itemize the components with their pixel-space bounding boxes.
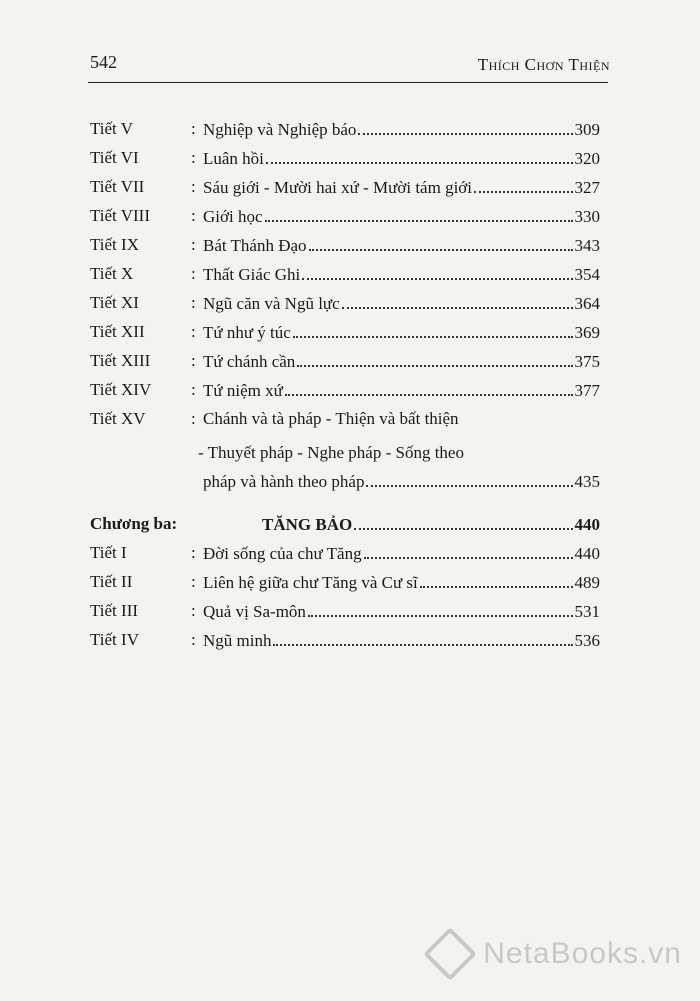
page-number: 542 bbox=[90, 52, 117, 72]
netabooks-logo-icon bbox=[423, 927, 477, 981]
dot-leader bbox=[266, 148, 573, 164]
toc-colon: : bbox=[191, 148, 196, 167]
watermark-text: NetaBooks.vn bbox=[483, 937, 682, 970]
toc-entry-page: 369 bbox=[574, 323, 600, 342]
chapter-page: 440 bbox=[574, 515, 600, 534]
toc-entry-label: Tiết IX bbox=[90, 235, 139, 254]
toc-entry-title-line3: pháp và hành theo pháp bbox=[203, 472, 365, 491]
toc-entry-title: Bát Thánh Đạo bbox=[203, 236, 307, 255]
toc-entry-page: 330 bbox=[574, 207, 600, 226]
dot-leader bbox=[302, 264, 572, 280]
toc-entry-title: Luân hồi bbox=[203, 149, 264, 168]
toc-colon: : bbox=[191, 206, 196, 225]
watermark bbox=[431, 935, 682, 973]
toc-entry-label: Tiết XII bbox=[90, 322, 145, 341]
toc-colon: : bbox=[191, 572, 196, 591]
toc-entry-label: Tiết II bbox=[90, 572, 133, 591]
toc-entry-title-line2: - Thuyết pháp - Nghe pháp - Sống theo bbox=[198, 443, 464, 462]
toc-entry-label: Tiết XV bbox=[90, 409, 146, 428]
toc-entry-label: Tiết I bbox=[90, 543, 127, 562]
chapter-heading bbox=[90, 514, 600, 543]
toc-entry-label: Tiết XI bbox=[90, 293, 139, 312]
toc-entry-title: Tứ chánh cần bbox=[203, 352, 296, 371]
toc-entry-label: Tiết IV bbox=[90, 630, 139, 649]
toc-entry bbox=[90, 601, 600, 630]
toc-entry-title-line1: Chánh và tà pháp - Thiện và bất thiện bbox=[203, 409, 459, 428]
dot-leader bbox=[293, 322, 573, 338]
toc-entry-page: 489 bbox=[574, 573, 600, 592]
dot-leader bbox=[420, 572, 573, 588]
toc-colon: : bbox=[191, 119, 196, 138]
dot-leader bbox=[364, 543, 573, 559]
dot-leader bbox=[265, 206, 573, 222]
dot-leader bbox=[474, 177, 572, 193]
toc-entry-title: Ngũ minh bbox=[203, 631, 272, 650]
toc-entry-title: Sáu giới - Mười hai xứ - Mười tám giới bbox=[203, 178, 473, 197]
toc-entry-title: Tứ niệm xứ bbox=[203, 381, 283, 400]
toc-entry bbox=[90, 543, 600, 572]
toc-entry-page: 435 bbox=[574, 472, 600, 491]
toc-entry bbox=[90, 293, 600, 322]
dot-leader bbox=[285, 380, 573, 396]
running-head: Thích Chơn Thiện bbox=[477, 55, 610, 74]
toc-entry bbox=[90, 322, 600, 351]
toc-entry-xv bbox=[90, 409, 600, 506]
toc-entry-title: Quả vị Sa-môn bbox=[203, 602, 306, 621]
toc-colon: : bbox=[191, 235, 196, 254]
chapter-title: TĂNG BẢO bbox=[262, 515, 353, 534]
toc-entry bbox=[90, 351, 600, 380]
toc-colon: : bbox=[191, 601, 196, 620]
toc-entry-page: 364 bbox=[574, 294, 600, 313]
dot-leader bbox=[354, 514, 572, 530]
dot-leader bbox=[297, 351, 572, 367]
toc-colon: : bbox=[191, 177, 196, 196]
toc-entry-label: Tiết III bbox=[90, 601, 139, 620]
toc-entry-title: Đời sống của chư Tăng bbox=[203, 544, 362, 563]
table-of-contents bbox=[90, 119, 600, 659]
toc-entry-page: 531 bbox=[574, 602, 600, 621]
toc-entry bbox=[90, 119, 600, 148]
toc-entry-title: Tứ như ý túc bbox=[203, 323, 291, 342]
toc-entry-title: Nghiệp và Nghiệp báo bbox=[203, 120, 357, 139]
toc-entry-page: 536 bbox=[574, 631, 600, 650]
toc-entry-page: 375 bbox=[574, 352, 600, 371]
toc-entry bbox=[90, 235, 600, 264]
toc-colon: : bbox=[191, 293, 196, 312]
dot-leader bbox=[308, 601, 573, 617]
toc-colon: : bbox=[191, 409, 196, 428]
toc-entry-page: 440 bbox=[574, 544, 600, 563]
dot-leader bbox=[358, 119, 572, 135]
toc-entry-page: 309 bbox=[574, 120, 600, 139]
header-rule bbox=[88, 82, 608, 83]
toc-colon: : bbox=[191, 380, 196, 399]
toc-colon: : bbox=[191, 630, 196, 649]
toc-entry-label: Tiết XIII bbox=[90, 351, 151, 370]
toc-entry-page: 320 bbox=[574, 149, 600, 168]
toc-entry bbox=[90, 630, 600, 659]
toc-entry-label: Tiết V bbox=[90, 119, 133, 138]
toc-colon: : bbox=[191, 322, 196, 341]
dot-leader bbox=[342, 293, 573, 309]
toc-entry-title: Liên hệ giữa chư Tăng và Cư sĩ bbox=[203, 573, 418, 592]
toc-entry-label: Tiết X bbox=[90, 264, 134, 283]
toc-entry-title: Giới học bbox=[203, 207, 263, 226]
toc-entry-title: Thất Giác Ghi bbox=[203, 265, 301, 284]
toc-colon: : bbox=[191, 543, 196, 562]
toc-colon: : bbox=[191, 351, 196, 370]
chapter-label: Chương ba: bbox=[90, 514, 178, 533]
toc-entry bbox=[90, 264, 600, 293]
toc-entry-label: Tiết VI bbox=[90, 148, 139, 167]
dot-leader bbox=[309, 235, 573, 251]
toc-entry bbox=[90, 380, 600, 409]
toc-entry bbox=[90, 177, 600, 206]
toc-entry-page: 377 bbox=[574, 381, 600, 400]
toc-colon: : bbox=[191, 264, 196, 283]
toc-entry bbox=[90, 148, 600, 177]
dot-leader bbox=[366, 471, 572, 487]
toc-entry-label: Tiết VIII bbox=[90, 206, 150, 225]
toc-entry-page: 354 bbox=[574, 265, 600, 284]
toc-entry-page: 327 bbox=[574, 178, 600, 197]
toc-entry-label: Tiết VII bbox=[90, 177, 145, 196]
toc-entry-title: Ngũ căn và Ngũ lực bbox=[203, 294, 340, 313]
toc-entry bbox=[90, 206, 600, 235]
toc-entry-page: 343 bbox=[574, 236, 600, 255]
dot-leader bbox=[273, 630, 572, 646]
toc-entry-label: Tiết XIV bbox=[90, 380, 152, 399]
toc-entry bbox=[90, 572, 600, 601]
